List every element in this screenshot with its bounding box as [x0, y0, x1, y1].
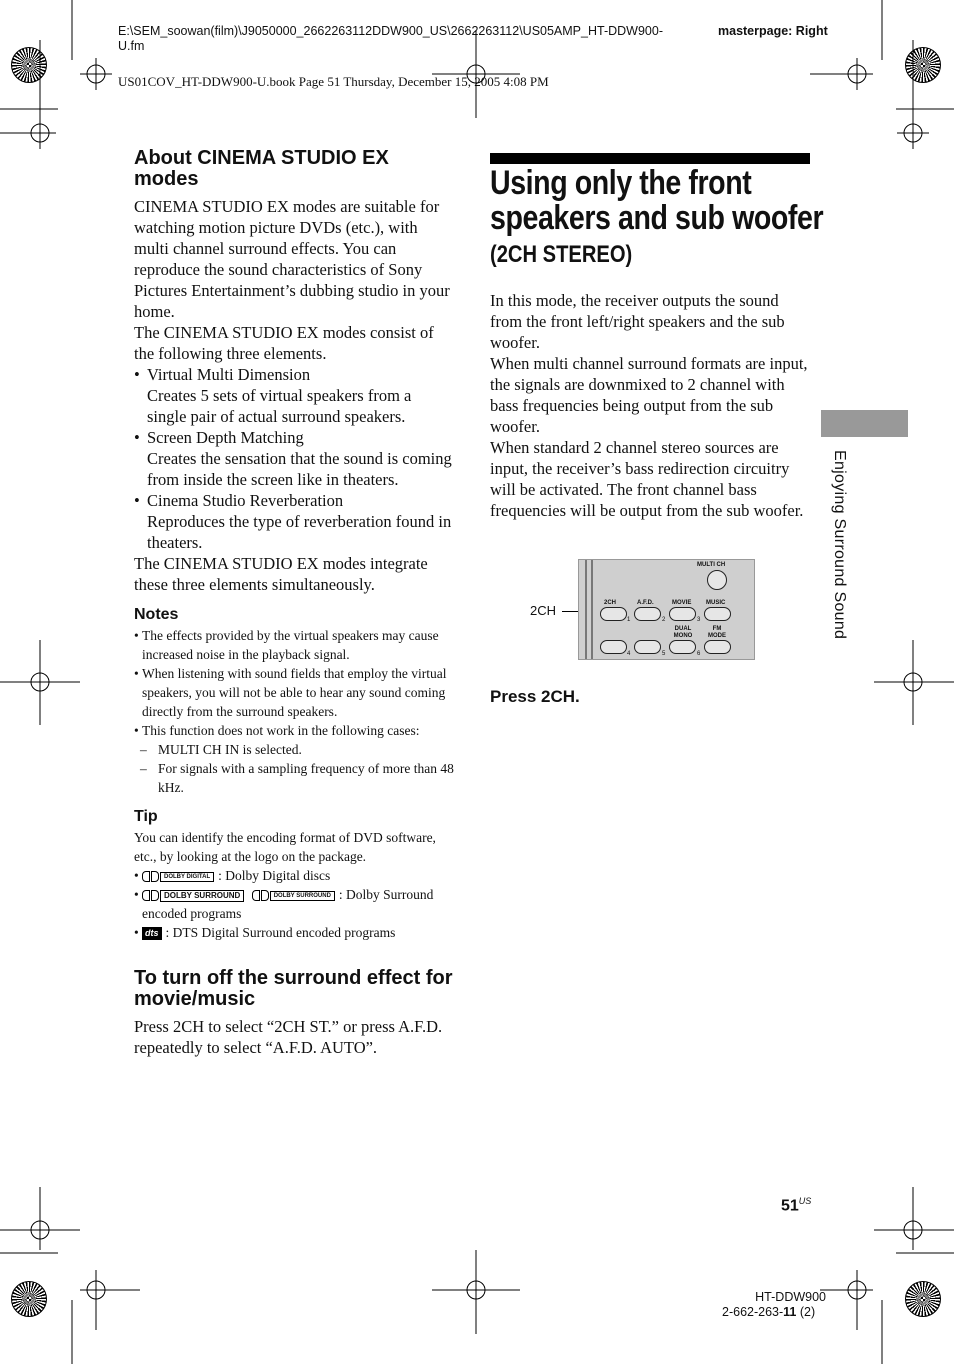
list-item: [134, 427, 454, 490]
remote-button-4[interactable]: [600, 640, 627, 654]
notes-cases-list: [134, 740, 454, 797]
remote-illustration: MULTI CH 2CH A.F.D. MOVIE MUSIC 1 2 3 DUAL MONO FM MODE 4 5 6: [578, 559, 755, 660]
section-heading-turn-off-surround: To turn off the surround effect for movie/music: [134, 967, 453, 1010]
notes-heading: Notes: [134, 606, 179, 623]
header-masterpage: masterpage: Right: [718, 24, 828, 38]
model-number: HT-DDW900: [755, 1290, 826, 1304]
multi-ch-button[interactable]: [707, 570, 727, 590]
remote-button-5[interactable]: [634, 640, 661, 654]
dolby-digital-logo-icon: • DOLBY DIGITAL: [142, 871, 214, 882]
music-button[interactable]: [704, 607, 731, 621]
cinema-studio-intro: CINEMA STUDIO EX modes are suitable for watching motion picture DVDs (etc.), with multi channel surround effects. You can reproduce the sound characteristics of Sony Pictures Entertainment’s dubbing studio in your home.: [134, 197, 450, 321]
header-book-line: US01COV_HT-DDW900-U.book Page 51 Thursday, December 15, 2005 4:08 PM: [118, 74, 549, 89]
dts-logo-icon: dts: [142, 927, 162, 940]
part-number: 2-662-263-11 (2): [722, 1305, 816, 1319]
chapter-tab: [821, 410, 908, 437]
2ch-label: 2CH: [604, 600, 617, 606]
dolby-surround-logo-icon: • DOLBY SURROUND: [142, 890, 244, 902]
tip-text: You can identify the encoding format of DVD software, etc., by looking at the logo on the package.: [134, 830, 436, 864]
movie-label: MOVIE: [672, 600, 692, 606]
list-item: • This function does not work in the following cases:: [134, 721, 454, 740]
turn-off-surround-text: Press 2CH to select “2CH ST.” or press A.F.D. repeatedly to select “A.F.D. AUTO”.: [134, 1017, 443, 1057]
header-file-path: E:\SEM_soowan(film)\J9050000_2662263112DDW900_US\2662263112\US05AMP_HT-DDW900-U.fm: [118, 24, 663, 53]
element-title: • Cinema Studio Reverberation: [147, 491, 344, 510]
tip-heading: Tip: [134, 808, 158, 825]
list-item: • The effects provided by the virtual speakers may cause increased noise in the playback signal.: [134, 626, 454, 664]
notes-list: [134, 626, 454, 740]
afd-label: A.F.D.: [637, 600, 654, 606]
list-item: [134, 923, 454, 942]
logo-description: : DTS Digital Surround encoded programs: [165, 925, 396, 940]
chapter-tab-label: Enjoying Surround Sound: [831, 450, 848, 640]
fm-mode-button[interactable]: [704, 640, 731, 654]
list-item: • When listening with sound fields that employ the virtual speakers, you will not be able to hear any sound coming directly from the surround speakers.: [134, 664, 454, 721]
page-subtitle: (2CH STEREO): [490, 241, 633, 268]
section-heading-cinema-studio: About CINEMA STUDIO EX modes: [134, 147, 389, 190]
list-item: – For signals with a sampling frequency of more than 48 kHz.: [140, 759, 454, 797]
stereo-description: When standard 2 channel stereo sources are input, the receiver’s bass redirection circuitry will be activated. The front channel bass frequencies will be output from the sub woofer.: [490, 438, 804, 520]
multi-ch-label: MULTI CH: [697, 562, 726, 568]
element-title: • Virtual Multi Dimension: [147, 365, 311, 384]
element-description: Creates the sensation that the sound is coming from inside the screen like in theaters.: [147, 449, 452, 489]
left-column: [134, 148, 454, 1058]
title-rule: [490, 153, 810, 164]
multichannel-description: When multi channel surround formats are input, the signals are downmixed to 2 channel with bass frequencies being output from the sub woofer.: [490, 354, 808, 436]
step-instruction: Press 2CH.: [490, 687, 580, 706]
logo-list: [134, 866, 454, 942]
list-item: [134, 885, 454, 923]
fm-mode-label: FM MODE: [708, 626, 726, 639]
right-body: [490, 290, 810, 521]
list-item: [134, 490, 454, 553]
element-description: Reproduces the type of reverberation found in theaters.: [147, 512, 452, 552]
logo-description: : Dolby Surround encoded programs: [142, 887, 434, 921]
cinema-studio-elements-list: [134, 364, 454, 553]
logo-description: : Dolby Digital discs: [218, 868, 331, 883]
dual-mono-label: DUAL MONO: [673, 626, 693, 639]
page-title: Using only the front speakers and sub woofer: [490, 164, 824, 237]
afd-button[interactable]: [634, 607, 661, 621]
callout-label: 2CH: [530, 603, 557, 618]
cinema-studio-elements-intro: The CINEMA STUDIO EX modes consist of the following three elements.: [134, 323, 434, 363]
music-label: MUSIC: [706, 600, 726, 606]
list-item: [134, 364, 454, 427]
element-title: • Screen Depth Matching: [147, 428, 304, 447]
dual-mono-button[interactable]: [669, 640, 696, 654]
element-description: Creates 5 sets of virtual speakers from a single pair of actual surround speakers.: [147, 386, 412, 426]
dolby-surround-alt-logo-icon: DOLBY SURROUND: [252, 890, 335, 901]
cinema-studio-summary: The CINEMA STUDIO EX modes integrate these three elements simultaneously.: [134, 554, 428, 594]
page-number-suffix: US: [798, 1196, 812, 1206]
mode-description: In this mode, the receiver outputs the sound from the front left/right speakers and the sub woofer.: [490, 291, 785, 352]
movie-button[interactable]: [669, 607, 696, 621]
list-item: – MULTI CH IN is selected.: [140, 740, 454, 759]
page-number: $51^{US}$: [781, 1196, 812, 1215]
list-item: [134, 866, 454, 885]
2ch-button[interactable]: [600, 607, 627, 621]
